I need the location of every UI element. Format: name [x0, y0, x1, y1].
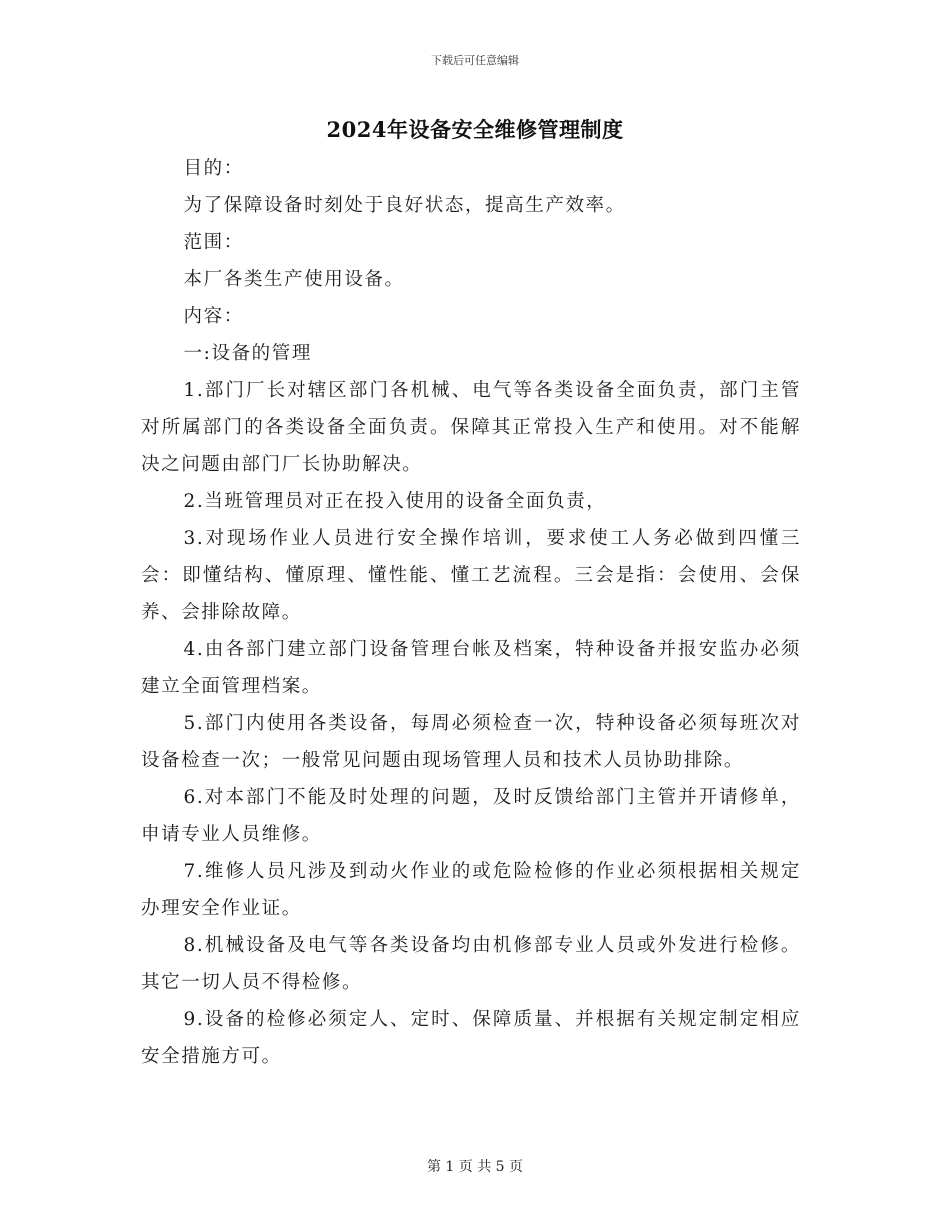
section-heading-equipment-management: 一:设备的管理 — [183, 343, 312, 364]
paragraph-item-8: 8.机械设备及电气等各类设备均由机修部专业人员或外发进行检修。其它一切人员不得检修。 — [141, 935, 801, 993]
paragraph-item-7: 7.维修人员凡涉及到动火作业的或危险检修的作业必须根据相关规定办理安全作业证。 — [141, 861, 801, 919]
paragraph-item-4: 4.由各部门建立部门设备管理台帐及档案，特种设备并报安监办必须建立全面管理档案。 — [141, 639, 801, 697]
document-body — [141, 150, 801, 1075]
paragraph-item-6: 6.对本部门不能及时处理的问题，及时反馈给部门主管并开请修单，申请专业人员维修。 — [141, 787, 801, 845]
paragraph-purpose: 为了保障设备时刻处于良好状态，提高生产效率。 — [183, 195, 626, 216]
page-footer: 第 1 页 共 5 页 — [426, 1159, 524, 1175]
paragraph-scope-heading: 范围： — [183, 232, 244, 253]
paragraph-item-5: 5.部门内使用各类设备，每周必须检查一次，特种设备必须每班次对设备检查一次；一般常见问题由现场管理人员和技术人员协助排除。 — [141, 713, 801, 771]
paragraph-item-1: 1.部门厂长对辖区部门各机械、电气等各类设备全面负责，部门主管对所属部门的各类设备全面负责。保障其正常投入生产和使用。对不能解决之问题由部门厂长协助解决。 — [141, 380, 801, 475]
paragraph-item-3: 3.对现场作业人员进行安全操作培训，要求使工人务必做到四懂三会：即懂结构、懂原理、懂性能、懂工艺流程。三会是指：会使用、会保养、会排除故障。 — [141, 528, 801, 623]
paragraph-item-9: 9.设备的检修必须定人、定时、保障质量、并根据有关规定制定相应安全措施方可。 — [141, 1009, 801, 1067]
paragraph-content-heading: 内容： — [183, 306, 244, 327]
document-title: 2024年设备安全维修管理制度 — [326, 117, 624, 142]
header-note: 下载后可任意编辑 — [431, 54, 519, 67]
paragraph-scope: 本厂各类生产使用设备。 — [183, 269, 405, 290]
paragraph-item-2: 2.当班管理员对正在投入使用的设备全面负责， — [183, 491, 607, 512]
paragraph-purpose-heading: 目的： — [183, 158, 244, 179]
